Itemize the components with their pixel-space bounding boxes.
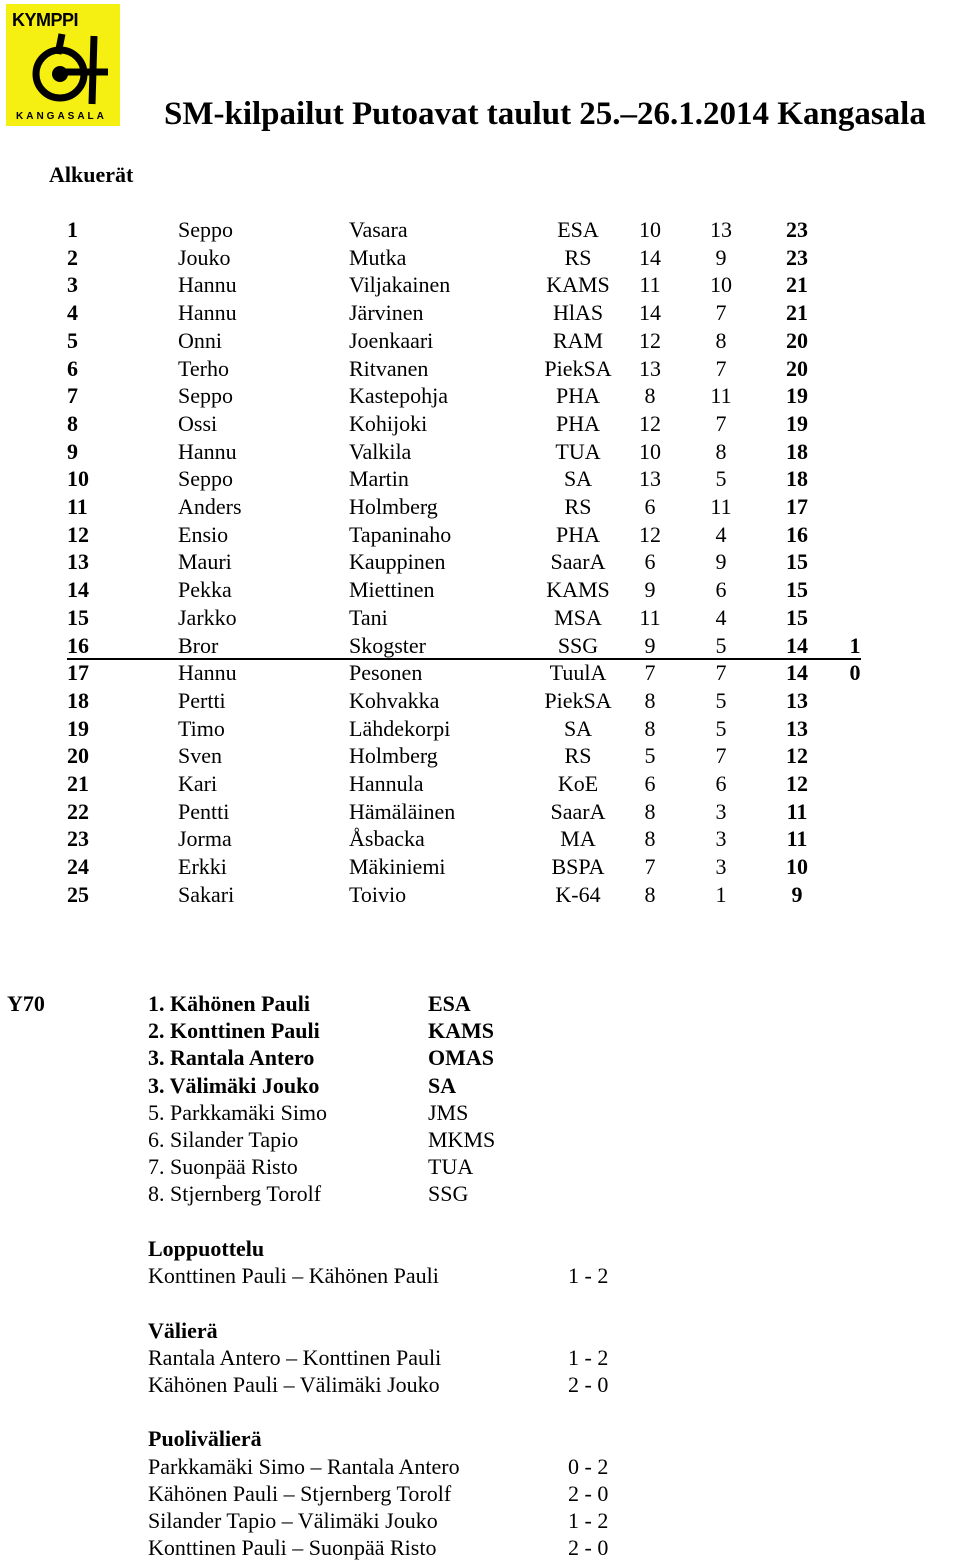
score-2-cell: 3 xyxy=(715,826,727,852)
first-name-cell: Pekka xyxy=(178,577,232,603)
club-cell: PHA xyxy=(555,410,601,436)
last-name-cell: Kauppinen xyxy=(349,549,446,575)
first-name-cell: Seppo xyxy=(178,466,233,492)
result-row xyxy=(0,991,960,1018)
section-heading-heats: Alkuerät xyxy=(49,162,134,187)
last-name-cell: Vasara xyxy=(349,217,408,242)
rank-cell: 18 xyxy=(67,687,89,713)
rank-cell: 10 xyxy=(67,466,89,492)
total-cell: 14 xyxy=(786,660,808,686)
score-1-cell: 14 xyxy=(639,244,661,270)
first-name-cell: Seppo xyxy=(178,217,233,242)
result-club: SSG xyxy=(428,1181,469,1207)
match-score: 1 - 2 xyxy=(568,1344,609,1370)
result-name: 7. Suonpää Risto xyxy=(148,1154,298,1180)
match-row xyxy=(0,1345,960,1372)
last-name-cell: Hämäläinen xyxy=(349,798,456,824)
last-name-cell: Joenkaari xyxy=(349,327,434,353)
club-cell: PiekSA xyxy=(544,687,612,713)
score-1-cell: 6 xyxy=(644,771,656,796)
club-cell: TUA xyxy=(555,438,601,464)
score-2-cell: 7 xyxy=(715,300,727,326)
score-2-cell: 13 xyxy=(710,217,732,242)
table-row xyxy=(0,300,960,327)
total-cell: 21 xyxy=(786,300,808,326)
club-cell: KAMS xyxy=(546,272,610,298)
score-1-cell: 10 xyxy=(639,217,661,242)
total-cell: 10 xyxy=(786,854,808,880)
table-row xyxy=(0,272,960,299)
last-name-cell: Tapaninaho xyxy=(349,521,452,547)
last-name-cell: Valkila xyxy=(349,438,412,464)
table-row xyxy=(0,494,960,521)
round-heading: Välierä xyxy=(148,1317,218,1343)
total-cell: 12 xyxy=(786,743,808,769)
first-name-cell: Hannu xyxy=(178,660,237,686)
club-cell: RS xyxy=(564,244,592,270)
first-name-cell: Erkki xyxy=(178,854,227,880)
score-2-cell: 3 xyxy=(715,854,727,880)
result-row xyxy=(0,1018,960,1045)
last-name-cell: Skogster xyxy=(349,632,426,658)
first-name-cell: Pertti xyxy=(178,687,226,713)
club-cell: PHA xyxy=(555,521,601,547)
result-club: ESA xyxy=(428,991,471,1016)
rank-cell: 15 xyxy=(67,604,89,630)
table-row xyxy=(0,605,960,632)
club-cell: SSG xyxy=(557,632,599,658)
last-name-cell: Tani xyxy=(349,604,388,630)
total-cell: 11 xyxy=(786,798,808,824)
first-name-cell: Ossi xyxy=(178,410,218,436)
score-1-cell: 7 xyxy=(644,660,656,686)
match-row xyxy=(0,1454,960,1481)
club-cell: MSA xyxy=(554,604,602,630)
score-1-cell: 8 xyxy=(644,881,656,907)
total-cell: 12 xyxy=(786,771,808,796)
first-name-cell: Hannu xyxy=(178,438,237,464)
score-2-cell: 11 xyxy=(710,383,732,409)
score-2-cell: 10 xyxy=(710,272,732,298)
match-row xyxy=(0,1535,960,1562)
total-cell: 21 xyxy=(786,272,808,298)
logo-top-text: KYMPPI xyxy=(12,10,79,30)
match-score: 0 - 2 xyxy=(568,1453,609,1479)
match-pair: Kähönen Pauli – Stjernberg Torolf xyxy=(148,1480,452,1506)
round-heading: Puolivälierä xyxy=(148,1426,262,1452)
first-name-cell: Seppo xyxy=(178,383,233,409)
total-cell: 19 xyxy=(786,383,808,409)
score-1-cell: 13 xyxy=(639,466,661,492)
club-cell: SA xyxy=(563,715,593,741)
table-row xyxy=(0,882,960,909)
last-name-cell: Pesonen xyxy=(349,660,423,686)
first-name-cell: Sven xyxy=(178,743,222,769)
result-club: MKMS xyxy=(428,1127,496,1152)
total-cell: 20 xyxy=(786,327,808,353)
score-2-cell: 5 xyxy=(715,632,727,658)
score-2-cell: 7 xyxy=(715,660,727,686)
club-cell: HlAS xyxy=(552,300,604,326)
score-1-cell: 6 xyxy=(644,494,656,519)
rank-cell: 6 xyxy=(67,355,78,381)
table-row xyxy=(0,743,960,770)
club-cell: PHA xyxy=(555,383,601,409)
score-2-cell: 7 xyxy=(715,743,727,769)
first-name-cell: Anders xyxy=(178,494,242,519)
first-name-cell: Ensio xyxy=(178,521,229,547)
last-name-cell: Åsbacka xyxy=(349,826,425,852)
score-1-cell: 8 xyxy=(644,798,656,824)
match-pair: Konttinen Pauli – Suonpää Risto xyxy=(148,1535,437,1561)
score-1-cell: 12 xyxy=(639,410,661,436)
match-pair: Parkkamäki Simo – Rantala Antero xyxy=(148,1453,460,1479)
table-row xyxy=(0,356,960,383)
score-2-cell: 1 xyxy=(715,881,727,907)
table-row xyxy=(0,799,960,826)
rank-cell: 11 xyxy=(67,494,88,519)
first-name-cell: Pentti xyxy=(178,798,230,824)
score-2-cell: 11 xyxy=(710,494,732,519)
result-name: 5. Parkkamäki Simo xyxy=(148,1099,328,1125)
match-row xyxy=(0,1508,960,1535)
total-cell: 20 xyxy=(786,355,808,381)
first-name-cell: Hannu xyxy=(178,300,237,326)
rank-cell: 17 xyxy=(67,660,89,686)
score-1-cell: 7 xyxy=(644,854,656,880)
category-label: Y70 xyxy=(7,991,45,1016)
result-club: TUA xyxy=(428,1154,474,1180)
club-cell: K-64 xyxy=(555,881,601,907)
score-1-cell: 9 xyxy=(644,632,656,658)
score-1-cell: 8 xyxy=(644,687,656,713)
total-cell: 19 xyxy=(786,410,808,436)
table-row xyxy=(0,217,960,244)
club-cell: RS xyxy=(564,743,592,769)
last-name-cell: Kastepohja xyxy=(349,383,448,409)
score-2-cell: 9 xyxy=(715,549,727,575)
score-1-cell: 8 xyxy=(644,715,656,741)
score-2-cell: 5 xyxy=(715,466,727,492)
club-cell: MA xyxy=(560,826,596,852)
rank-cell: 8 xyxy=(67,410,78,436)
match-pair: Kähönen Pauli – Välimäki Jouko xyxy=(148,1372,440,1397)
score-1-cell: 14 xyxy=(639,300,661,326)
club-cell: KAMS xyxy=(546,577,610,603)
first-name-cell: Hannu xyxy=(178,272,237,298)
table-row xyxy=(0,328,960,355)
table-row xyxy=(0,577,960,604)
first-name-cell: Jarkko xyxy=(178,604,237,630)
match-row xyxy=(0,1372,960,1399)
tiebreak-cell: 1 xyxy=(849,632,861,658)
total-cell: 13 xyxy=(786,687,808,713)
total-cell: 15 xyxy=(786,604,808,630)
club-cell: RAM xyxy=(552,327,604,353)
match-score: 2 - 0 xyxy=(568,1480,609,1506)
result-name: 8. Stjernberg Torolf xyxy=(148,1181,322,1207)
result-row xyxy=(0,1045,960,1072)
match-pair: Rantala Antero – Konttinen Pauli xyxy=(148,1344,442,1370)
score-1-cell: 9 xyxy=(644,577,656,603)
table-row xyxy=(0,688,960,715)
club-cell: ESA xyxy=(557,217,599,242)
club-cell: SA xyxy=(563,466,593,492)
rank-cell: 23 xyxy=(67,826,89,852)
table-row xyxy=(0,716,960,743)
club-cell: KoE xyxy=(557,771,599,796)
table-row xyxy=(0,826,960,853)
first-name-cell: Mauri xyxy=(178,549,232,575)
rank-cell: 20 xyxy=(67,743,89,769)
table-row xyxy=(0,383,960,410)
match-row xyxy=(0,1263,960,1290)
result-name: 1. Kähönen Pauli xyxy=(148,991,310,1016)
score-1-cell: 13 xyxy=(639,355,661,381)
page-title: SM-kilpailut Putoavat taulut 25.–26.1.2014 Kangasala xyxy=(164,96,926,132)
result-row xyxy=(0,1100,960,1127)
score-1-cell: 6 xyxy=(644,549,656,575)
first-name-cell: Sakari xyxy=(178,881,235,907)
last-name-cell: Hannula xyxy=(349,771,424,796)
table-row xyxy=(0,245,960,272)
score-2-cell: 4 xyxy=(715,604,727,630)
rank-cell: 4 xyxy=(67,300,78,326)
match-score: 2 - 0 xyxy=(568,1372,609,1397)
rank-cell: 16 xyxy=(67,632,89,658)
result-name: 3. Rantala Antero xyxy=(148,1045,315,1071)
match-score: 2 - 0 xyxy=(568,1535,609,1561)
last-name-cell: Järvinen xyxy=(349,300,424,326)
score-2-cell: 5 xyxy=(715,715,727,741)
club-logo xyxy=(6,4,120,126)
result-club: SA xyxy=(428,1072,457,1098)
score-2-cell: 6 xyxy=(715,771,727,796)
club-cell: BSPA xyxy=(551,854,605,880)
result-row xyxy=(0,1181,960,1208)
rank-cell: 7 xyxy=(67,383,78,409)
club-cell: SaarA xyxy=(550,549,606,575)
table-row xyxy=(0,522,960,549)
rank-cell: 1 xyxy=(67,217,78,242)
last-name-cell: Lähdekorpi xyxy=(349,715,451,741)
rank-cell: 2 xyxy=(67,244,78,270)
result-name: 3. Välimäki Jouko xyxy=(148,1072,320,1098)
tiebreak-cell: 0 xyxy=(849,660,861,686)
total-cell: 18 xyxy=(786,438,808,464)
total-cell: 23 xyxy=(786,217,808,242)
result-row xyxy=(0,1073,960,1100)
total-cell: 13 xyxy=(786,715,808,741)
first-name-cell: Kari xyxy=(178,771,218,796)
score-2-cell: 4 xyxy=(715,521,727,547)
last-name-cell: Mutka xyxy=(349,244,407,270)
rank-cell: 22 xyxy=(67,798,89,824)
round-heading: Loppuottelu xyxy=(148,1236,265,1261)
last-name-cell: Kohvakka xyxy=(349,687,440,713)
club-cell: PiekSA xyxy=(544,355,612,381)
score-1-cell: 5 xyxy=(644,743,656,769)
last-name-cell: Mäkiniemi xyxy=(349,854,446,880)
score-1-cell: 11 xyxy=(639,272,661,298)
table-row xyxy=(0,771,960,798)
first-name-cell: Onni xyxy=(178,327,222,353)
table-row xyxy=(0,549,960,576)
score-2-cell: 8 xyxy=(715,438,727,464)
score-1-cell: 11 xyxy=(639,604,661,630)
result-row xyxy=(0,1127,960,1154)
last-name-cell: Holmberg xyxy=(349,494,438,519)
first-name-cell: Bror xyxy=(178,632,219,658)
target-icon xyxy=(28,26,108,106)
score-1-cell: 12 xyxy=(639,521,661,547)
total-cell: 14 xyxy=(786,632,808,658)
last-name-cell: Martin xyxy=(349,466,409,492)
score-2-cell: 9 xyxy=(715,244,727,270)
match-pair: Konttinen Pauli – Kähönen Pauli xyxy=(148,1263,439,1289)
table-row xyxy=(0,411,960,438)
club-cell: SaarA xyxy=(550,798,606,824)
first-name-cell: Timo xyxy=(178,715,225,741)
last-name-cell: Holmberg xyxy=(349,743,438,769)
rank-cell: 14 xyxy=(67,577,89,603)
table-row xyxy=(0,854,960,881)
last-name-cell: Miettinen xyxy=(349,577,435,603)
table-row xyxy=(0,439,960,466)
first-name-cell: Jorma xyxy=(178,826,232,852)
total-cell: 17 xyxy=(786,494,808,519)
last-name-cell: Kohijoki xyxy=(349,410,428,436)
total-cell: 23 xyxy=(786,244,808,270)
table-row xyxy=(0,466,960,493)
total-cell: 16 xyxy=(786,521,808,547)
result-club: KAMS xyxy=(428,1018,494,1044)
qualification-cut-line xyxy=(67,658,861,660)
result-club: JMS xyxy=(428,1099,469,1125)
rank-cell: 5 xyxy=(67,327,78,353)
score-2-cell: 5 xyxy=(715,687,727,713)
score-1-cell: 12 xyxy=(639,327,661,353)
first-name-cell: Jouko xyxy=(178,244,231,270)
total-cell: 11 xyxy=(786,826,808,852)
rank-cell: 13 xyxy=(67,549,89,575)
club-cell: TuulA xyxy=(549,660,607,686)
total-cell: 18 xyxy=(786,466,808,492)
rank-cell: 19 xyxy=(67,715,89,741)
result-row xyxy=(0,1154,960,1181)
rank-cell: 24 xyxy=(67,854,89,880)
score-1-cell: 8 xyxy=(644,826,656,852)
result-name: 6. Silander Tapio xyxy=(148,1127,299,1152)
rank-cell: 21 xyxy=(67,771,89,796)
club-cell: RS xyxy=(564,494,592,519)
last-name-cell: Viljakainen xyxy=(349,272,451,298)
result-club: OMAS xyxy=(428,1045,494,1071)
logo-bottom-text: KANGASALA xyxy=(16,111,107,122)
table-row xyxy=(0,633,960,660)
match-score: 1 - 2 xyxy=(568,1508,609,1533)
table-row xyxy=(0,660,960,687)
score-2-cell: 6 xyxy=(715,577,727,603)
score-2-cell: 8 xyxy=(715,327,727,353)
score-2-cell: 7 xyxy=(715,355,727,381)
first-name-cell: Terho xyxy=(178,355,229,381)
score-2-cell: 7 xyxy=(715,410,727,436)
total-cell: 9 xyxy=(791,881,803,907)
score-1-cell: 8 xyxy=(644,383,656,409)
last-name-cell: Ritvanen xyxy=(349,355,429,381)
rank-cell: 3 xyxy=(67,272,78,298)
score-2-cell: 3 xyxy=(715,798,727,824)
total-cell: 15 xyxy=(786,549,808,575)
match-row xyxy=(0,1481,960,1508)
rank-cell: 9 xyxy=(67,438,78,464)
total-cell: 15 xyxy=(786,577,808,603)
score-1-cell: 10 xyxy=(639,438,661,464)
match-pair: Silander Tapio – Välimäki Jouko xyxy=(148,1508,438,1533)
rank-cell: 12 xyxy=(67,521,89,547)
rank-cell: 25 xyxy=(67,881,89,907)
match-score: 1 - 2 xyxy=(568,1263,609,1289)
last-name-cell: Toivio xyxy=(349,881,407,907)
result-name: 2. Konttinen Pauli xyxy=(148,1018,320,1044)
